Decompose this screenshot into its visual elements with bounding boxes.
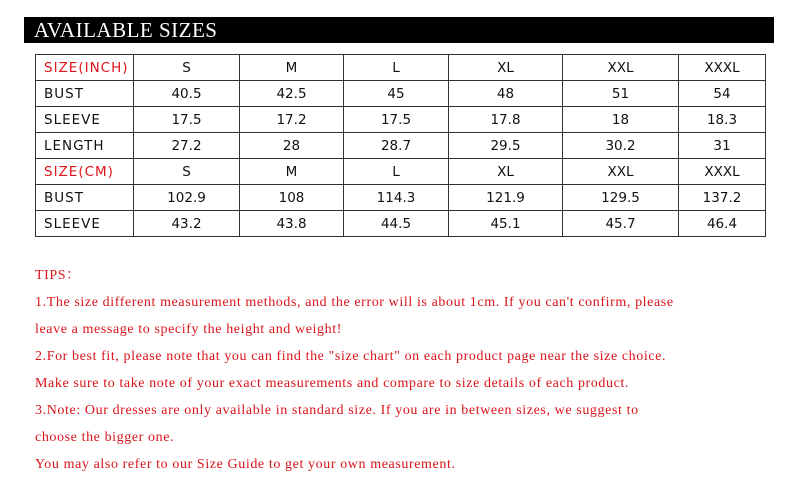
table-row [36,211,766,237]
available-sizes-header [24,17,774,43]
table-cell: XL [449,159,563,185]
row-label: SIZE(INCH) [36,55,134,81]
table-cell: S [134,55,240,81]
table-cell: 27.2 [134,133,240,159]
tip-line: You may also refer to our Size Guide to get your own measurement. [35,457,456,472]
table-cell: 31 [679,133,766,159]
table-cell: M [240,55,344,81]
row-label: SLEEVE [36,211,134,237]
table-cell: 29.5 [449,133,563,159]
table-cell: 43.2 [134,211,240,237]
row-label: BUST [36,185,134,211]
row-label: SLEEVE [36,107,134,133]
table-row [36,55,766,81]
table-cell: 40.5 [134,81,240,107]
table-cell: 102.9 [134,185,240,211]
table-cell: XL [449,55,563,81]
table-cell: 108 [240,185,344,211]
table-cell: S [134,159,240,185]
table-cell: L [344,159,449,185]
table-cell: XXL [563,55,679,81]
table-cell: 42.5 [240,81,344,107]
table-cell: 17.8 [449,107,563,133]
tip-line: Make sure to take note of your exact measurements and compare to size details of each product. [35,376,630,391]
table-cell: 48 [449,81,563,107]
table-cell: 45.1 [449,211,563,237]
table-cell: 44.5 [344,211,449,237]
table-cell: L [344,55,449,81]
table-row [36,185,766,211]
table-cell: 114.3 [344,185,449,211]
tip-line: 1.The size different measurement methods, and the error will is about 1cm. If you can't confirm, please [35,295,674,310]
table-cell: 18.3 [679,107,766,133]
tips-section [35,262,775,478]
table-cell: 28.7 [344,133,449,159]
table-cell: 129.5 [563,185,679,211]
table-cell: M [240,159,344,185]
table-cell: 17.5 [134,107,240,133]
tip-line: 3.Note: Our dresses are only available in standard size. If you are in between sizes, we suggest to [35,403,639,418]
table-row [36,133,766,159]
table-cell: XXL [563,159,679,185]
table-cell: 18 [563,107,679,133]
table-row [36,159,766,185]
row-label: BUST [36,81,134,107]
table-cell: 46.4 [679,211,766,237]
table-cell: 28 [240,133,344,159]
table-cell: 51 [563,81,679,107]
table-cell: 45 [344,81,449,107]
row-label: SIZE(CM) [36,159,134,185]
table-row [36,107,766,133]
tip-line: leave a message to specify the height and weight! [35,322,342,337]
table-cell: 30.2 [563,133,679,159]
table-cell: XXXL [679,55,766,81]
tips-heading: TIPS： [35,268,81,283]
table-cell: 54 [679,81,766,107]
table-cell: XXXL [679,159,766,185]
table-cell: 17.5 [344,107,449,133]
table-cell: 45.7 [563,211,679,237]
table-cell: 137.2 [679,185,766,211]
table-cell: 121.9 [449,185,563,211]
tip-line: choose the bigger one. [35,430,175,445]
table-cell: 43.8 [240,211,344,237]
size-chart-body [36,55,766,237]
size-chart-table [35,54,766,237]
page-title: AVAILABLE SIZES [34,18,218,42]
tip-line: 2.For best fit, please note that you can find the "size chart" on each product page near the size choice. [35,349,667,364]
row-label: LENGTH [36,133,134,159]
table-row [36,81,766,107]
table-cell: 17.2 [240,107,344,133]
